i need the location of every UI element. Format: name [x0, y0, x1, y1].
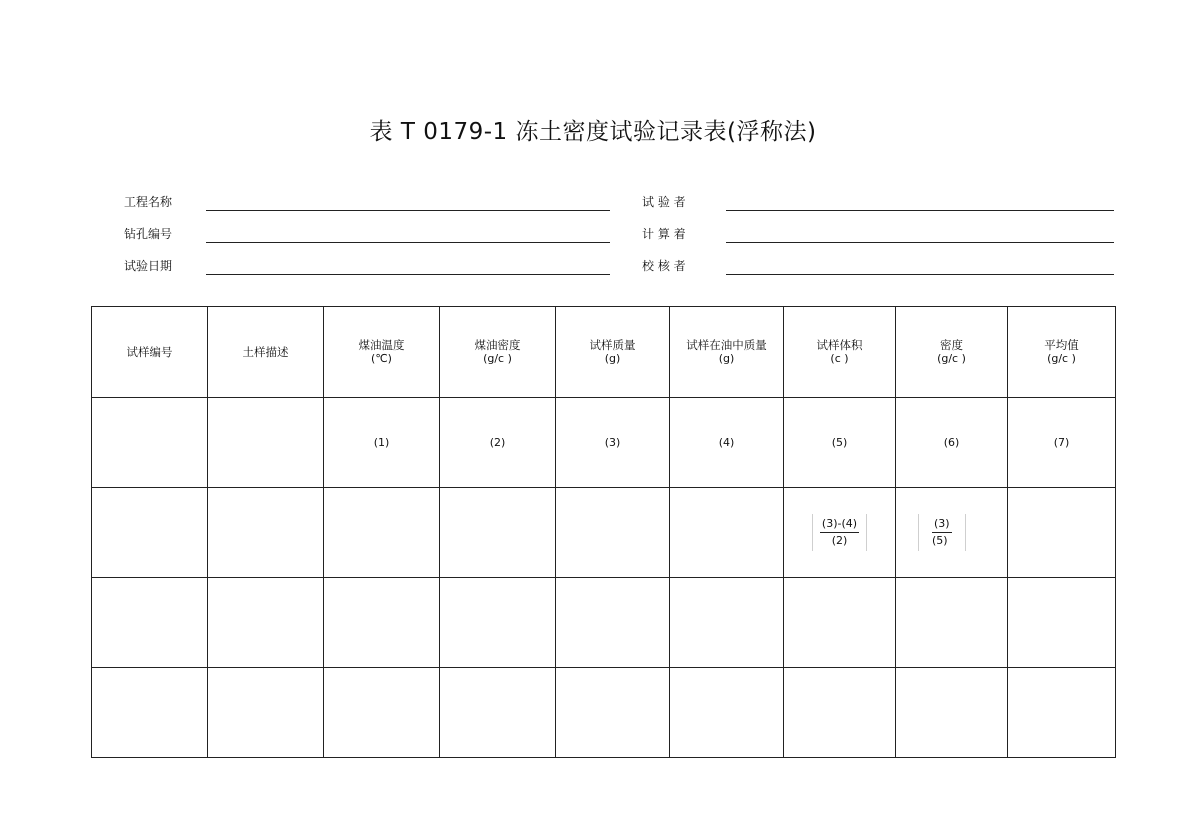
- table-cell[interactable]: [1008, 668, 1116, 758]
- tester-field[interactable]: [726, 210, 1114, 211]
- project-name-field[interactable]: [206, 210, 610, 211]
- header-kerosene-density: [440, 307, 556, 398]
- table-cell[interactable]: [670, 578, 784, 668]
- calculator-label: 计 算 着: [642, 227, 686, 241]
- table-cell[interactable]: [440, 668, 556, 758]
- header-label: 试样体积: [816, 338, 863, 352]
- header-unit: (g/c ): [1047, 352, 1076, 365]
- table-cell[interactable]: [208, 398, 324, 488]
- page-title: 表 T 0179-1 冻土密度试验记录表(浮称法): [369, 119, 817, 145]
- project-name-label: 工程名称: [124, 195, 173, 209]
- table-row: [92, 668, 1116, 758]
- table-cell[interactable]: [556, 668, 670, 758]
- column-number: (1): [324, 398, 440, 488]
- calculator-field[interactable]: [726, 242, 1114, 243]
- checker-field[interactable]: [726, 274, 1114, 275]
- checker-label: 校 核 者: [642, 259, 686, 273]
- table-cell[interactable]: [784, 578, 896, 668]
- table-row: [92, 578, 1116, 668]
- test-date-label: 试验日期: [124, 259, 173, 273]
- table-cell[interactable]: [208, 578, 324, 668]
- column-number: (2): [440, 398, 556, 488]
- table-cell[interactable]: [670, 488, 784, 578]
- header-label: 密度: [940, 338, 963, 352]
- formula-numerator: (3): [934, 517, 950, 530]
- header-unit: (g/c ): [937, 352, 966, 365]
- column-number: (3): [556, 398, 670, 488]
- column-number-row: [92, 398, 1116, 488]
- borehole-number-field[interactable]: [206, 242, 610, 243]
- column-number: (7): [1008, 398, 1116, 488]
- header-kerosene-temperature: [324, 307, 440, 398]
- header-average: [1008, 307, 1116, 398]
- table-cell[interactable]: [208, 668, 324, 758]
- formula-numerator: (3)-(4): [821, 517, 858, 530]
- table-cell[interactable]: [324, 578, 440, 668]
- density-formula-cell: [896, 488, 1008, 578]
- volume-formula: [812, 517, 867, 548]
- header-label: 试样在油中质量: [686, 338, 767, 352]
- header-sample-id: [92, 307, 208, 398]
- volume-formula-cell: [784, 488, 896, 578]
- table-cell[interactable]: [556, 488, 670, 578]
- table-cell[interactable]: [670, 668, 784, 758]
- header-unit: (g): [718, 352, 735, 365]
- header-soil-description: [208, 307, 324, 398]
- test-date-field[interactable]: [206, 274, 610, 275]
- header-sample-volume: [784, 307, 896, 398]
- table-cell[interactable]: [92, 398, 208, 488]
- table-cell[interactable]: [92, 668, 208, 758]
- table-cell[interactable]: [92, 578, 208, 668]
- table-cell[interactable]: [208, 488, 324, 578]
- column-number: (4): [670, 398, 784, 488]
- table-cell[interactable]: [784, 668, 896, 758]
- table-cell[interactable]: [556, 578, 670, 668]
- column-number: (5): [784, 398, 896, 488]
- formula-denominator: (5): [932, 532, 952, 548]
- header-label: 平均值: [1044, 338, 1079, 352]
- density-formula: [918, 517, 966, 548]
- header-row: [92, 307, 1116, 398]
- header-density: [896, 307, 1008, 398]
- table-cell[interactable]: [1008, 488, 1116, 578]
- table-cell[interactable]: [896, 578, 1008, 668]
- header-label: 试样编号: [126, 344, 173, 359]
- table-cell[interactable]: [324, 488, 440, 578]
- table-cell[interactable]: [440, 488, 556, 578]
- table-cell[interactable]: [896, 668, 1008, 758]
- header-label: 煤油密度: [474, 338, 521, 352]
- header-label: 煤油温度: [358, 338, 405, 352]
- header-unit: (g): [604, 352, 621, 365]
- header-label: 试样质量: [589, 338, 636, 352]
- table-cell[interactable]: [440, 578, 556, 668]
- formula-denominator: (2): [820, 532, 859, 548]
- record-table: [91, 306, 1116, 758]
- tester-label: 试 验 者: [642, 195, 686, 209]
- header-label: 土样描述: [242, 344, 289, 359]
- header-mass-in-oil: [670, 307, 784, 398]
- formula-row: [92, 488, 1116, 578]
- header-unit: (c ): [830, 352, 849, 365]
- borehole-number-label: 钻孔编号: [124, 227, 173, 241]
- table-cell[interactable]: [324, 668, 440, 758]
- table-cell[interactable]: [92, 488, 208, 578]
- header-unit: (g/c ): [483, 352, 512, 365]
- column-number: (6): [896, 398, 1008, 488]
- header-unit: (℃): [371, 352, 392, 365]
- header-sample-mass: [556, 307, 670, 398]
- table-cell[interactable]: [1008, 578, 1116, 668]
